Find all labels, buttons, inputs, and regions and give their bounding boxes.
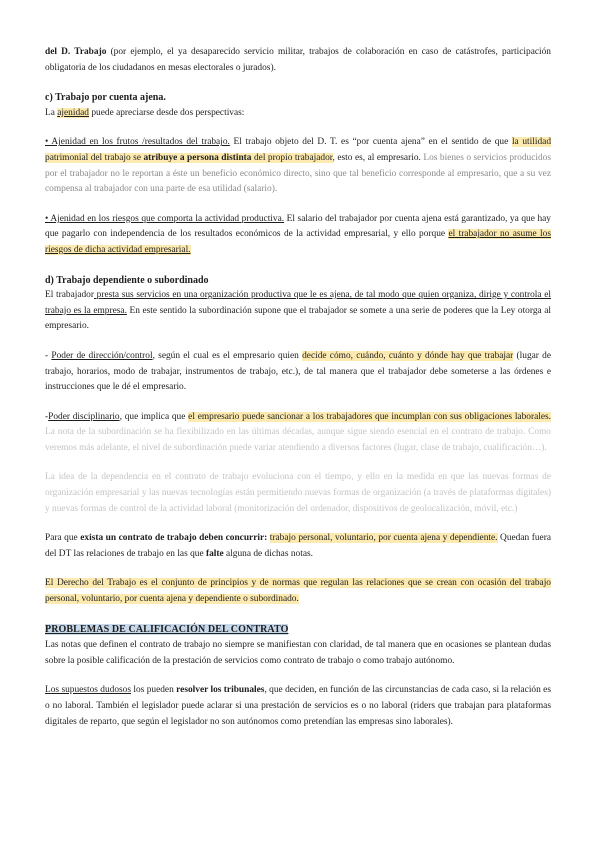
section-title-problemas: PROBLEMAS DE CALIFICACIÓN DEL CONTRATO xyxy=(45,623,289,635)
paragraph-requisitos-contrato: Para que exista un contrato de trabajo deben concurrir: trabajo personal, voluntario, por cuenta ajena y dependiente. Quedan fuera del DT las relaciones de trabajo en las que falte alguna de dichas notas. xyxy=(45,533,551,559)
paragraph-intro-continuation xyxy=(45,45,551,76)
paragraph-poder-disciplinario: -Poder disciplinario, que implica que el empresario puede sancionar a los trabajadores que incumplan con sus obligaciones laborales. La nota de la subordinación se ha flexibilizado en las últimas décadas, aunque sigue siendo esencial en el contrato de trabajo. Como veremos más adelante, el nivel de subordinación puede variar atendiendo a diversos factores (lugar, clase de trabajo, cualificación…). xyxy=(45,411,551,453)
bullet-ajenidad-frutos: • Ajenidad en los frutos /resultados del trabajo. El trabajo objeto del D. T. es “por cuenta ajena” en el sentido de que la utilidad patrimonial del trabajo se atribuye a persona distinta del propio trabajador, esto es, al empresario. Los bienes o servicios producidos por el trabajador no le reportan a éste un beneficio económico directo, sino que tal beneficio corresponde al empresario, que a su vez compensa al trabajador con una parte de esa utilidad (salario). xyxy=(45,137,552,195)
paragraph-problemas-intro: Las notas que definen el contrato de trabajo no siempre se manifiestan con claridad, de tal manera que en ocasiones se plantean dudas sobre la posible calificación de la prestación de servicios como contrato de trabajo o como trabajo autónomo. xyxy=(45,640,551,666)
bullet-ajenidad-riesgos: • Ajenidad en los riesgos que comporta la actividad productiva. El salario del trabajador por cuenta ajena está garantizado, ya que hay que pagarlo con independencia de los resultados económicos de la actividad empresarial, y ello porque el trabajador no asume los riesgos de dicha actividad empresarial. xyxy=(45,213,551,255)
paragraph-subordinacion: El trabajador presta sus servicios en una organización productiva que le es ajena, de tal modo que quien organiza, dirige y controla el trabajo es la empresa. En este sentido la subordinación supone que el trabajador se somete a una serie de poderes que la Ley otorga al empresario. xyxy=(45,290,552,332)
paragraph-ajenidad-intro: La ajenidad puede apreciarse desde dos perspectivas: xyxy=(45,107,245,118)
paragraph-dependencia-evolucion: La idea de la dependencia en el contrato de trabajo evoluciona con el tiempo, y ello en la medida en que las nuevas formas de organización empresarial y las nuevas tecnologías están permitiendo nuevas formas de organización (a través de plataformas digitales) y nuevas formas de control de la actividad laboral (monitorización del ordenador, dispositivos de geolocalización, móvil, etc.) xyxy=(45,472,551,514)
bold-term: del D. Trabajo xyxy=(45,47,107,57)
document-page xyxy=(45,45,551,730)
highlighted-term: ajenidad xyxy=(57,107,89,118)
heading-trabajo-dependiente: d) Trabajo dependiente o subordinado xyxy=(45,274,209,286)
text-run: (por ejemplo, el ya desaparecido servicio militar, trabajos de colaboración en caso de catástrofes, participación obligatoria de los ciudadanos en mesas electorales o jurados). xyxy=(45,47,551,73)
paragraph-definicion-derecho-trabajo: El Derecho del Trabajo es el conjunto de principios y de normas que regulan las relaciones que se crean con ocasión del trabajo personal, voluntario, por cuenta ajena y dependiente o subordinado. xyxy=(45,578,551,605)
paragraph-supuestos-dudosos: Los supuestos dudosos los pueden resolver los tribunales, que deciden, en función de las circunstancias de cada caso, si la relación es o no laboral. También el legislador puede aclarar si una prestación de servicios es o no laboral (riders que trabajan para plataformas digitales de reparto, que según el legislador no son autónomos como pretendían las empresas sino laborales). xyxy=(45,685,551,727)
heading-trabajo-cuenta-ajena: c) Trabajo por cuenta ajena. xyxy=(45,92,166,104)
paragraph-poder-direccion: - Poder de dirección/control, según el cual es el empresario quien decide cómo, cuándo, cuánto y dónde hay que trabajar (lugar de trabajo, horarios, modo de trabajar, instrumentos de trabajo, etc.), de tal manera que el trabajador debe someterse a las órdenes e instrucciones que le dé el empresario. xyxy=(45,350,552,393)
